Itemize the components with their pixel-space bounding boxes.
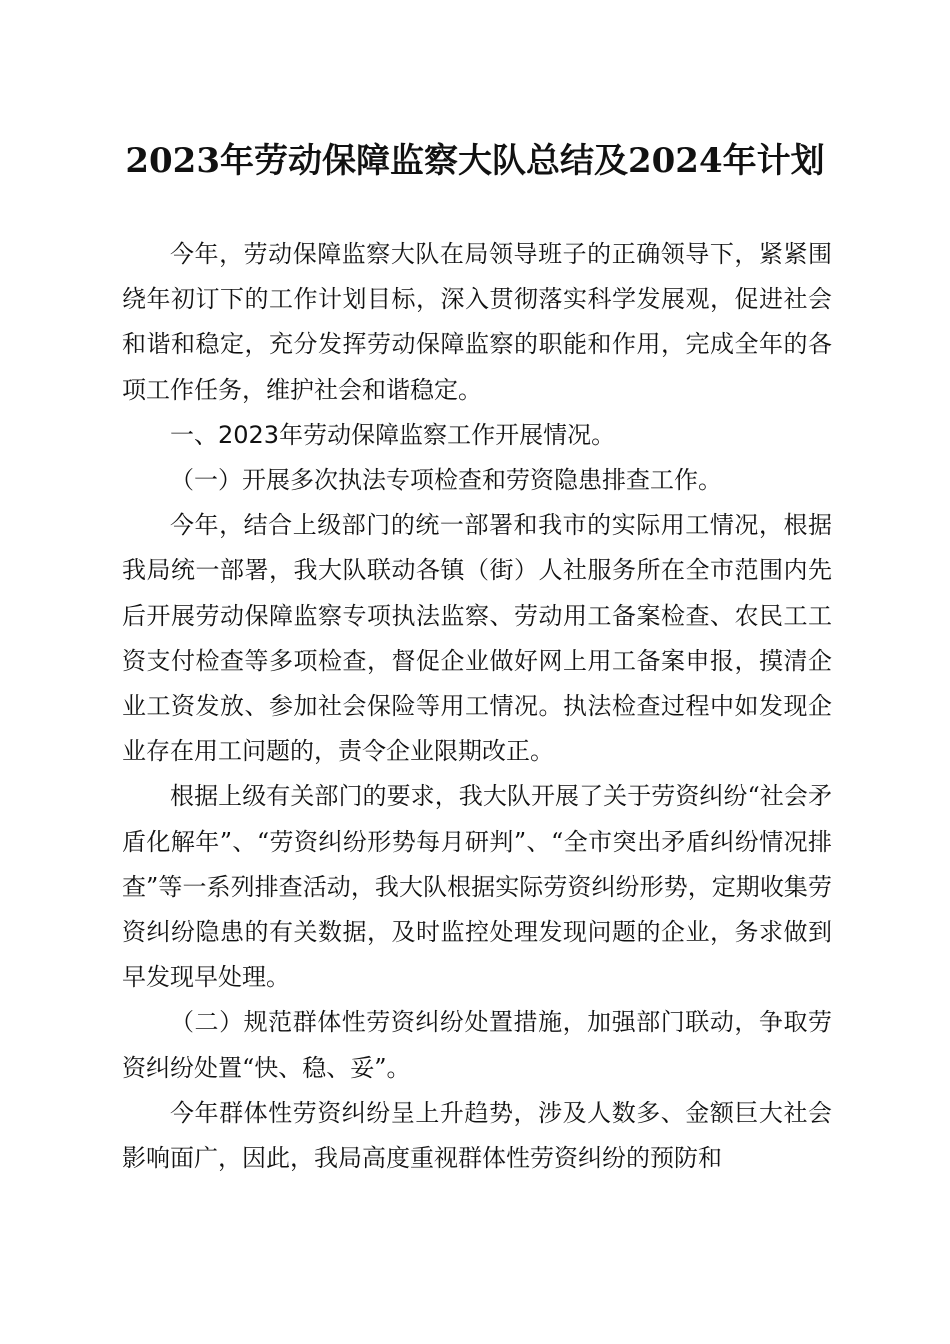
- paragraph-group-disputes: 今年群体性劳资纠纷呈上升趋势，涉及人数多、金额巨大社会影响面广，因此，我局高度重视群体性劳资纠纷的预防和: [122, 1098, 832, 1173]
- intro-paragraph: 今年，劳动保障监察大队在局领导班子的正确领导下，紧紧围绕年初订下的工作计划目标，深入贯彻落实科学发展观，促进社会和谐和稳定，充分发挥劳动保障监察的职能和作用，完成全年的各项工作任务，维护社会和谐稳定。: [122, 240, 832, 404]
- paragraph-inspections: 今年，结合上级部门的统一部署和我市的实际用工情况，根据我局统一部署，我大队联动各镇（街）人社服务所在全市范围内先后开展劳动保障监察专项执法监察、劳动用工备案检查、农民工工资支付检查等多项检查，督促企业做好网上用工备案申报，摸清企业工资发放、参加社会保险等用工情况。执法检查过程中如发现企业存在用工问题的，责令企业限期改正。: [122, 511, 832, 766]
- subsection-heading-2: （二）规范群体性劳资纠纷处置措施，加强部门联动，争取劳资纠纷处置“快、稳、妥”。: [122, 1008, 832, 1082]
- document-title: 2023年劳动保障监察大队总结及2024年计划: [125, 141, 825, 181]
- document-body: [122, 232, 832, 1181]
- subsection-heading-1: （一）开展多次执法专项检查和劳资隐患排查工作。: [170, 466, 722, 495]
- section-heading-1: 一、2023年劳动保障监察工作开展情况。: [170, 420, 616, 449]
- paragraph-disputes-screening: 根据上级有关部门的要求，我大队开展了关于劳资纠纷“社会矛盾化解年”、“劳资纠纷形势每月研判”、“全市突出矛盾纠纷情况排查”等一系列排查活动，我大队根据实际劳资纠纷形势，定期收集劳资纠纷隐患的有关数据，及时监控处理发现问题的企业，务求做到早发现早处理。: [122, 782, 832, 992]
